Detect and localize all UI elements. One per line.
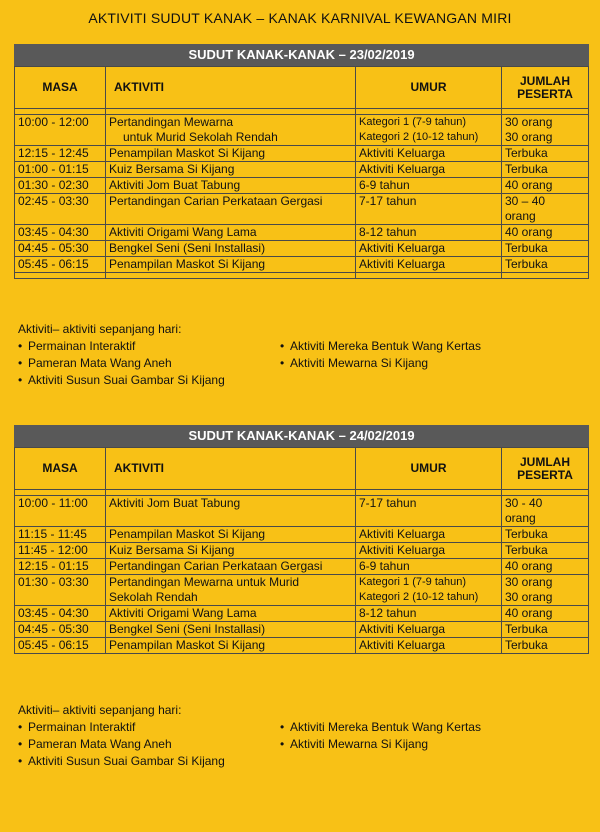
day1-header-row	[15, 67, 589, 109]
table-row	[15, 575, 589, 606]
peserta-cell: Terbuka	[502, 622, 589, 638]
aktiviti-cell: Kuiz Bersama Si Kijang	[106, 543, 356, 559]
aktiviti-cell: Aktiviti Jom Buat Tabung	[106, 496, 356, 527]
aktiviti-cell: Pertandingan Carian Perkataan Gergasi	[106, 559, 356, 575]
peserta-line: 30 – 40	[505, 194, 546, 208]
aktiviti-line: Pertandingan Mewarna untuk Murid	[109, 575, 300, 589]
masa-cell: 04:45 - 05:30	[15, 622, 106, 638]
umur-cell: Aktiviti Keluarga	[356, 162, 502, 178]
masa-cell: 03:45 - 04:30	[15, 606, 106, 622]
peserta-cell: Terbuka	[502, 543, 589, 559]
list-item-label: Aktiviti Susun Suai Gambar Si Kijang	[28, 754, 225, 768]
umur-line: Kategori 1 (7-9 tahun)	[359, 576, 467, 588]
list-item	[18, 355, 280, 372]
list-item	[18, 338, 280, 355]
peserta-label: PESERTA	[517, 86, 573, 101]
activities-heading: Aktiviti– aktiviti sepanjang hari:	[18, 703, 182, 717]
aktiviti-cell: Penampilan Maskot Si Kijang	[106, 146, 356, 162]
bullet-icon: •	[280, 737, 285, 751]
page-title: AKTIVITI SUDUT KANAK – KANAK KARNIVAL KEWANGAN MIRI	[88, 10, 512, 26]
masa-cell: 10:00 - 12:00	[15, 115, 106, 146]
peserta-cell: Terbuka	[502, 241, 589, 257]
jumlah-peserta-header	[502, 67, 589, 109]
peserta-line: orang	[505, 209, 536, 223]
masa-cell: 01:00 - 01:15	[15, 162, 106, 178]
umur-line: Kategori 2 (10-12 tahun)	[359, 131, 479, 143]
masa-header: MASA	[15, 67, 106, 109]
bullet-icon: •	[18, 373, 23, 387]
aktiviti-cell: Penampilan Maskot Si Kijang	[106, 527, 356, 543]
peserta-label: PESERTA	[517, 467, 573, 482]
umur-header: UMUR	[356, 448, 502, 490]
table-row	[15, 146, 589, 162]
bullet-icon: •	[18, 356, 23, 370]
peserta-cell	[502, 496, 589, 527]
aktiviti-cell: Bengkel Seni (Seni Installasi)	[106, 622, 356, 638]
aktiviti-cell: Penampilan Maskot Si Kijang	[106, 257, 356, 273]
peserta-line: 30 orang	[505, 575, 553, 589]
table-row	[15, 241, 589, 257]
peserta-cell: Terbuka	[502, 146, 589, 162]
list-item	[280, 338, 570, 355]
aktiviti-cell	[106, 575, 356, 606]
umur-cell: Aktiviti Keluarga	[356, 638, 502, 654]
masa-cell: 05:45 - 06:15	[15, 257, 106, 273]
masa-cell: 03:45 - 04:30	[15, 225, 106, 241]
umur-cell: 8-12 tahun	[356, 606, 502, 622]
aktiviti-cell: Aktiviti Origami Wang Lama	[106, 225, 356, 241]
umur-cell: Aktiviti Keluarga	[356, 146, 502, 162]
umur-cell: 7-17 tahun	[356, 496, 502, 527]
umur-cell	[356, 115, 502, 146]
bullet-icon: •	[18, 339, 23, 353]
umur-cell: Aktiviti Keluarga	[356, 257, 502, 273]
bullet-icon: •	[280, 720, 285, 734]
umur-cell: 8-12 tahun	[356, 225, 502, 241]
aktiviti-cell	[106, 115, 356, 146]
peserta-cell: 40 orang	[502, 178, 589, 194]
table-row	[15, 527, 589, 543]
umur-line: Kategori 2 (10-12 tahun)	[359, 591, 479, 603]
list-item	[18, 372, 280, 389]
umur-line: Kategori 1 (7-9 tahun)	[359, 116, 467, 128]
peserta-cell: 40 orang	[502, 225, 589, 241]
aktiviti-line: untuk Murid Sekolah Rendah	[123, 130, 278, 144]
umur-cell: 6-9 tahun	[356, 559, 502, 575]
list-item	[18, 753, 280, 770]
umur-cell: Aktiviti Keluarga	[356, 622, 502, 638]
table-row	[15, 225, 589, 241]
table-row	[15, 638, 589, 654]
jumlah-peserta-header	[502, 448, 589, 490]
activities-heading: Aktiviti– aktiviti sepanjang hari:	[18, 322, 182, 336]
umur-cell: Aktiviti Keluarga	[356, 543, 502, 559]
aktiviti-header: AKTIVITI	[106, 448, 356, 490]
bullet-icon: •	[280, 339, 285, 353]
umur-cell	[356, 575, 502, 606]
bullet-icon: •	[18, 720, 23, 734]
aktiviti-cell: Bengkel Seni (Seni Installasi)	[106, 241, 356, 257]
masa-cell: 02:45 - 03:30	[15, 194, 106, 225]
peserta-cell: Terbuka	[502, 162, 589, 178]
masa-cell: 12:15 - 01:15	[15, 559, 106, 575]
day1-all-day-activities	[18, 322, 578, 389]
day2-all-day-activities	[18, 703, 578, 770]
table-row	[15, 543, 589, 559]
aktiviti-line: Sekolah Rendah	[109, 590, 198, 604]
peserta-cell: 40 orang	[502, 559, 589, 575]
umur-cell: Aktiviti Keluarga	[356, 241, 502, 257]
schedule-day2	[14, 425, 589, 654]
jumlah-label: JUMLAH	[520, 454, 570, 469]
peserta-line: 30 orang	[505, 115, 553, 129]
list-item	[280, 719, 570, 736]
list-item-label: Aktiviti Susun Suai Gambar Si Kijang	[28, 373, 225, 387]
table-row	[15, 194, 589, 225]
aktiviti-cell: Aktiviti Jom Buat Tabung	[106, 178, 356, 194]
table-row	[15, 162, 589, 178]
list-item-label: Permainan Interaktif	[28, 339, 136, 353]
masa-cell: 12:15 - 12:45	[15, 146, 106, 162]
peserta-cell	[502, 575, 589, 606]
peserta-cell	[502, 194, 589, 225]
list-item-label: Aktiviti Mereka Bentuk Wang Kertas	[290, 339, 481, 353]
aktiviti-cell: Penampilan Maskot Si Kijang	[106, 638, 356, 654]
list-item-label: Pameran Mata Wang Aneh	[28, 356, 172, 370]
peserta-line: 30 - 40	[505, 496, 543, 510]
table-row	[15, 606, 589, 622]
umur-header: UMUR	[356, 67, 502, 109]
bullet-icon: •	[280, 356, 285, 370]
masa-cell: 01:30 - 03:30	[15, 575, 106, 606]
list-item	[280, 355, 570, 372]
umur-cell: 7-17 tahun	[356, 194, 502, 225]
umur-cell: Aktiviti Keluarga	[356, 527, 502, 543]
umur-cell: 6-9 tahun	[356, 178, 502, 194]
peserta-cell: 40 orang	[502, 606, 589, 622]
peserta-cell	[502, 115, 589, 146]
peserta-line: 30 orang	[505, 130, 553, 144]
aktiviti-cell: Kuiz Bersama Si Kijang	[106, 162, 356, 178]
table-row	[15, 559, 589, 575]
list-item-label: Permainan Interaktif	[28, 720, 136, 734]
aktiviti-header: AKTIVITI	[106, 67, 356, 109]
table-row	[15, 257, 589, 273]
masa-cell: 05:45 - 06:15	[15, 638, 106, 654]
bullet-icon: •	[18, 737, 23, 751]
masa-cell: 01:30 - 02:30	[15, 178, 106, 194]
list-item	[18, 736, 280, 753]
list-item-label: Aktiviti Mewarna Si Kijang	[290, 356, 429, 370]
day2-table	[14, 447, 589, 654]
aktiviti-line: Pertandingan Mewarna	[109, 115, 234, 129]
masa-cell: 10:00 - 11:00	[15, 496, 106, 527]
aktiviti-cell: Aktiviti Origami Wang Lama	[106, 606, 356, 622]
table-row	[15, 622, 589, 638]
masa-cell: 11:45 - 12:00	[15, 543, 106, 559]
list-item-label: Aktiviti Mewarna Si Kijang	[290, 737, 429, 751]
peserta-cell: Terbuka	[502, 638, 589, 654]
list-item	[280, 736, 570, 753]
peserta-line: orang	[505, 511, 536, 525]
list-item-label: Pameran Mata Wang Aneh	[28, 737, 172, 751]
masa-cell: 11:15 - 11:45	[15, 527, 106, 543]
table-row	[15, 496, 589, 527]
aktiviti-cell: Pertandingan Carian Perkataan Gergasi	[106, 194, 356, 225]
day2-header-bar: SUDUT KANAK-KANAK – 24/02/2019	[14, 425, 589, 447]
jumlah-label: JUMLAH	[520, 73, 570, 88]
day1-header-bar: SUDUT KANAK-KANAK – 23/02/2019	[14, 44, 589, 66]
masa-cell: 04:45 - 05:30	[15, 241, 106, 257]
table-row	[15, 115, 589, 146]
schedule-day1	[14, 44, 589, 279]
masa-header: MASA	[15, 448, 106, 490]
list-item	[18, 719, 280, 736]
peserta-cell: Terbuka	[502, 527, 589, 543]
day2-header-row	[15, 448, 589, 490]
spacer-row	[15, 273, 589, 279]
day1-table	[14, 66, 589, 279]
list-item-label: Aktiviti Mereka Bentuk Wang Kertas	[290, 720, 481, 734]
bullet-icon: •	[18, 754, 23, 768]
table-row	[15, 178, 589, 194]
peserta-cell: Terbuka	[502, 257, 589, 273]
peserta-line: 30 orang	[505, 590, 553, 604]
